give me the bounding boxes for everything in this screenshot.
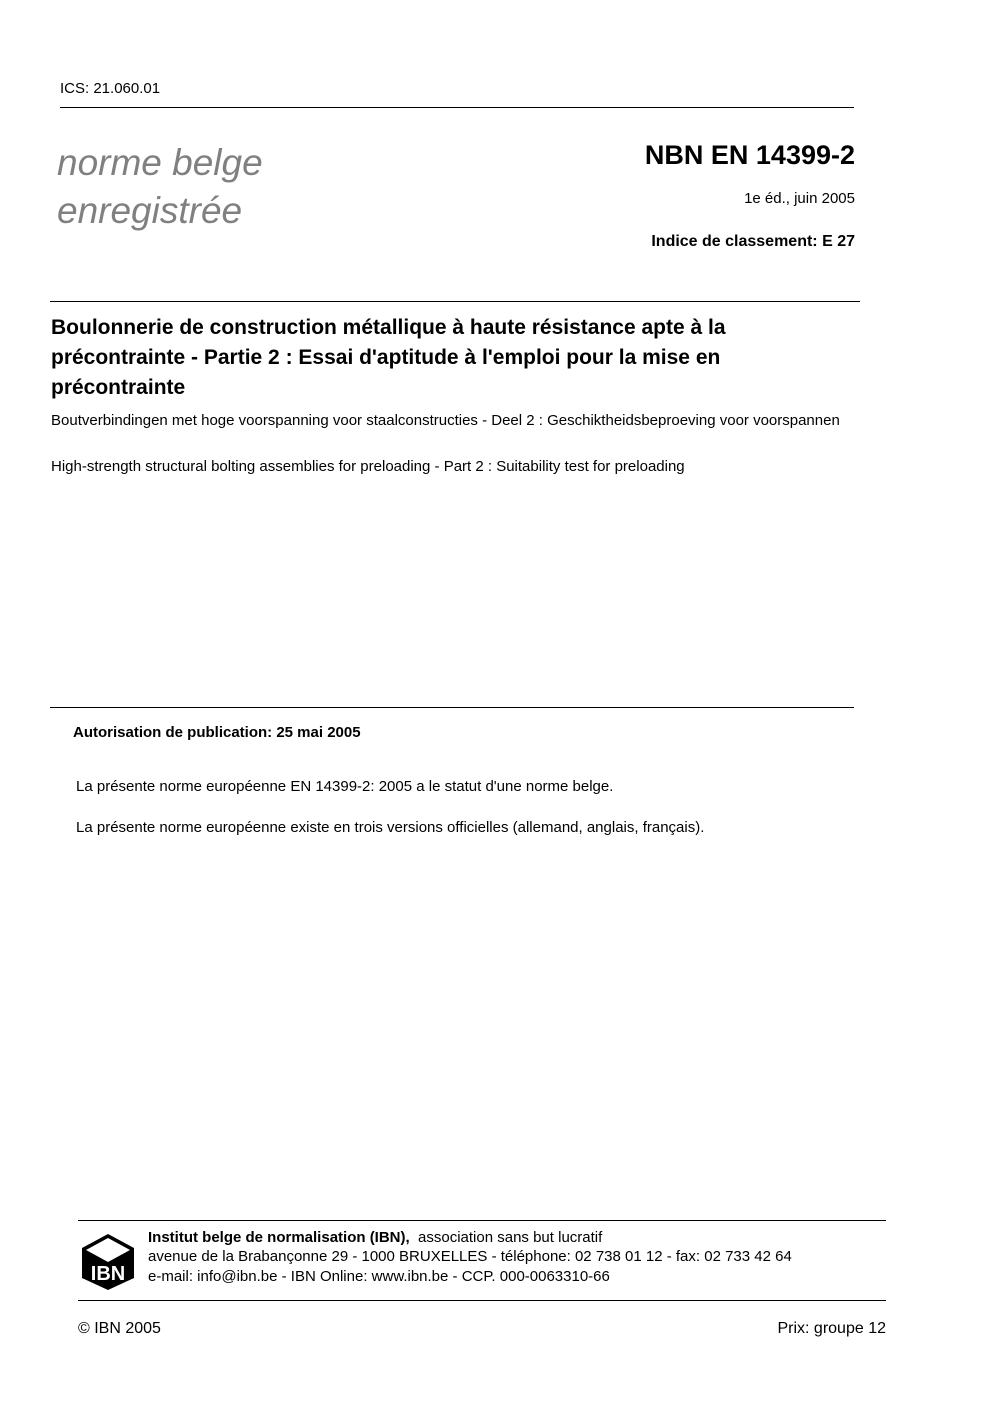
title-french: Boulonnerie de construction métallique à haute résistance apte à la précontrainte - Partie 2 : Essai d'aptitude à l'emploi pour la mise en précontrainte xyxy=(51,316,726,399)
org-line xyxy=(148,1228,602,1248)
ics-code: ICS: 21.060.01 xyxy=(60,80,161,97)
publication-divider xyxy=(50,707,854,708)
header-divider xyxy=(60,107,854,108)
versions-paragraph: La présente norme européenne existe en trois versions officielles (allemand, anglais, français). xyxy=(76,819,705,836)
brand-line-2: enregistrée xyxy=(57,190,243,231)
logo-text: IBN xyxy=(90,1263,126,1285)
org-address: avenue de la Brabançonne 29 - 1000 BRUXELLES - téléphone: 02 738 01 12 - fax: 02 733 42 64 xyxy=(148,1248,792,1265)
title-dutch: Boutverbindingen met hoge voorspanning voor staalconstructies - Deel 2 : Geschiktheidsbeproeving voor voorspannen xyxy=(51,412,840,429)
footer-bottom-divider xyxy=(78,1300,886,1301)
org-name: Institut belge de normalisation (IBN), xyxy=(148,1229,410,1246)
price-group: Prix: groupe 12 xyxy=(777,1320,886,1337)
title-divider xyxy=(50,301,860,302)
footer-top-divider xyxy=(78,1220,886,1221)
status-paragraph: La présente norme européenne EN 14399-2: 2005 a le statut d'une norme belge. xyxy=(76,778,614,795)
standard-number: NBN EN 14399-2 xyxy=(644,140,855,170)
publication-authorization: Autorisation de publication: 25 mai 2005 xyxy=(73,724,361,741)
org-contact: e-mail: info@ibn.be - IBN Online: www.ibn.be - CCP. 000-0063310-66 xyxy=(148,1268,610,1285)
org-description: association sans but lucratif xyxy=(418,1229,603,1246)
copyright: © IBN 2005 xyxy=(78,1320,161,1337)
ibn-logo-icon xyxy=(80,1232,136,1292)
edition-date: 1e éd., juin 2005 xyxy=(744,190,855,207)
classification-index: Indice de classement: E 27 xyxy=(651,233,855,250)
brand-line-1: norme belge xyxy=(57,142,263,183)
title-english: High-strength structural bolting assemblies for preloading - Part 2 : Suitability test for preloading xyxy=(51,458,685,475)
